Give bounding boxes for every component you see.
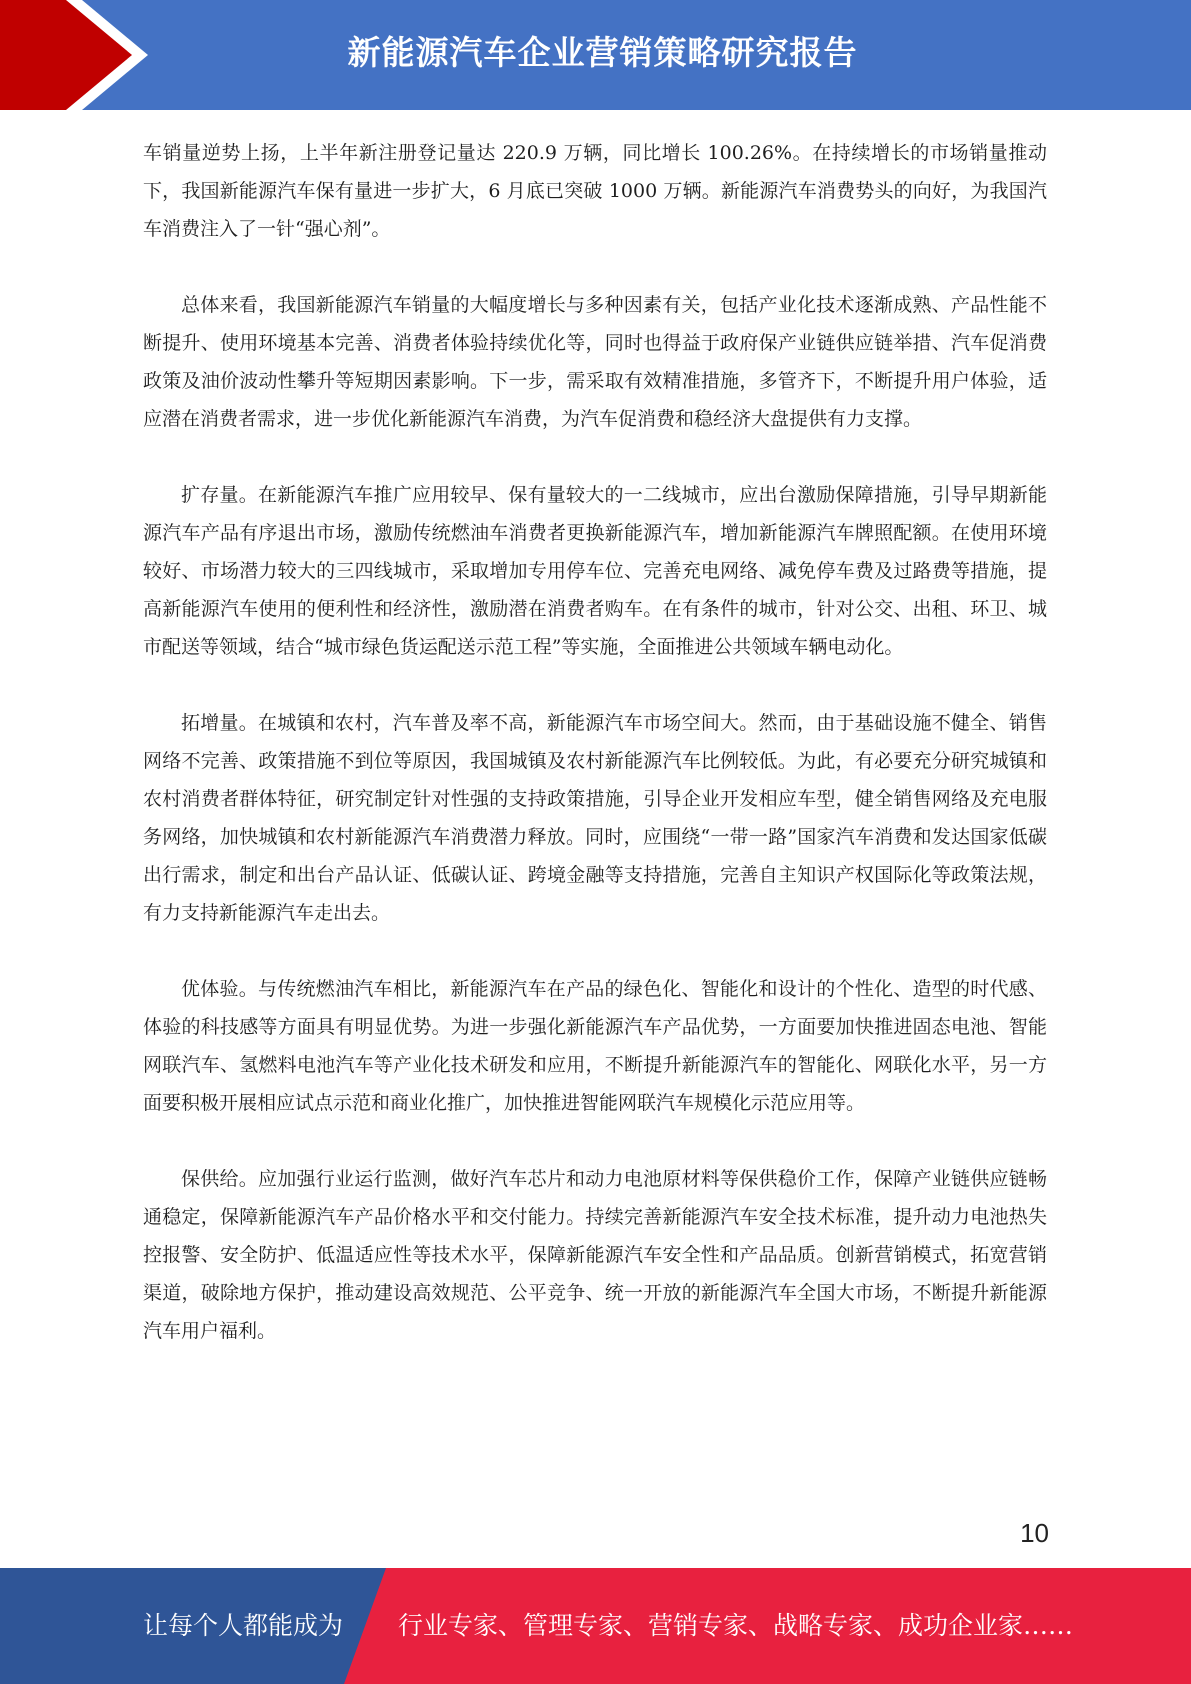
footer-slogan-left: 让每个人都能成为: [143, 1611, 344, 1640]
paragraph-overview: 总体来看，我国新能源汽车销量的大幅度增长与多种因素有关，包括产业化技术逐渐成熟、产品性能不断提升、使用环境基本完善、消费者体验持续优化等，同时也得益于政府保产业链供应链举措、汽车促消费政策及油价波动性攀升等短期因素影响。下一步，需采取有效精准措施，多管齐下，不断提升用户体验，适应潜在消费者需求，进一步优化新能源汽车消费，为汽车促消费和稳经济大盘提供有力支撑。: [143, 294, 1047, 430]
paragraph-optimize-experience: 优体验。与传统燃油汽车相比，新能源汽车在产品的绿色化、智能化和设计的个性化、造型的时代感、体验的科技感等方面具有明显优势。为进一步强化新能源汽车产品优势，一方面要加快推进固态电池、智能网联汽车、氢燃料电池汽车等产业化技术研发和应用，不断提升新能源汽车的智能化、网联化水平，另一方面要积极开展相应试点示范和商业化推广，加快推进智能网联汽车规模化示范应用等。: [143, 978, 1047, 1114]
footer-slogan-right: 行业专家、管理专家、营销专家、战略专家、成功企业家……: [398, 1611, 1074, 1640]
page-number: 10: [1020, 1518, 1049, 1548]
paragraph-expand-stock: 扩存量。在新能源汽车推广应用较早、保有量较大的一二线城市，应出台激励保障措施，引导早期新能源汽车产品有序退出市场，激励传统燃油车消费者更换新能源汽车，增加新能源汽车牌照配额。在使用环境较好、市场潜力较大的三四线城市，采取增加专用停车位、完善充电网络、减免停车费及过路费等措施，提高新能源汽车使用的便利性和经济性，激励潜在消费者购车。在有条件的城市，针对公交、出租、环卫、城市配送等领域，结合“城市绿色货运配送示范工程”等实施，全面推进公共领域车辆电动化。: [143, 484, 1047, 658]
document-body: [143, 134, 1047, 1388]
paragraph-ensure-supply: 保供给。应加强行业运行监测，做好汽车芯片和动力电池原材料等保供稳价工作，保障产业链供应链畅通稳定，保障新能源汽车产品价格水平和交付能力。持续完善新能源汽车安全技术标准，提升动力电池热失控报警、安全防护、低温适应性等技术水平，保障新能源汽车安全性和产品品质。创新营销模式，拓宽营销渠道，破除地方保护，推动建设高效规范、公平竞争、统一开放的新能源汽车全国大市场，不断提升新能源汽车用户福利。: [143, 1168, 1047, 1342]
report-title: 新能源汽车企业营销策略研究报告: [347, 33, 858, 72]
paragraph-expand-increment: 拓增量。在城镇和农村，汽车普及率不高，新能源汽车市场空间大。然而，由于基础设施不健全、销售网络不完善、政策措施不到位等原因，我国城镇及农村新能源汽车比例较低。为此，有必要充分研究城镇和农村消费者群体特征，研究制定针对性强的支持政策措施，引导企业开发相应车型，健全销售网络及充电服务网络，加快城镇和农村新能源汽车消费潜力释放。同时，应围绕“一带一路”国家汽车消费和发达国家低碳出行需求，制定和出台产品认证、低碳认证、跨境金融等支持措施，完善自主知识产权国际化等政策法规，有力支持新能源汽车走出去。: [143, 712, 1047, 924]
paragraph-continuation: 车销量逆势上扬，上半年新注册登记量达 220.9 万辆，同比增长 100.26%。在持续增长的市场销量推动下，我国新能源汽车保有量进一步扩大，6 月底已突破 1000 万辆。新能源汽车消费势头的向好，为我国汽车消费注入了一针“强心剂”。: [143, 142, 1047, 240]
footer-banner: [0, 1568, 1191, 1684]
header-banner: [0, 0, 1191, 110]
